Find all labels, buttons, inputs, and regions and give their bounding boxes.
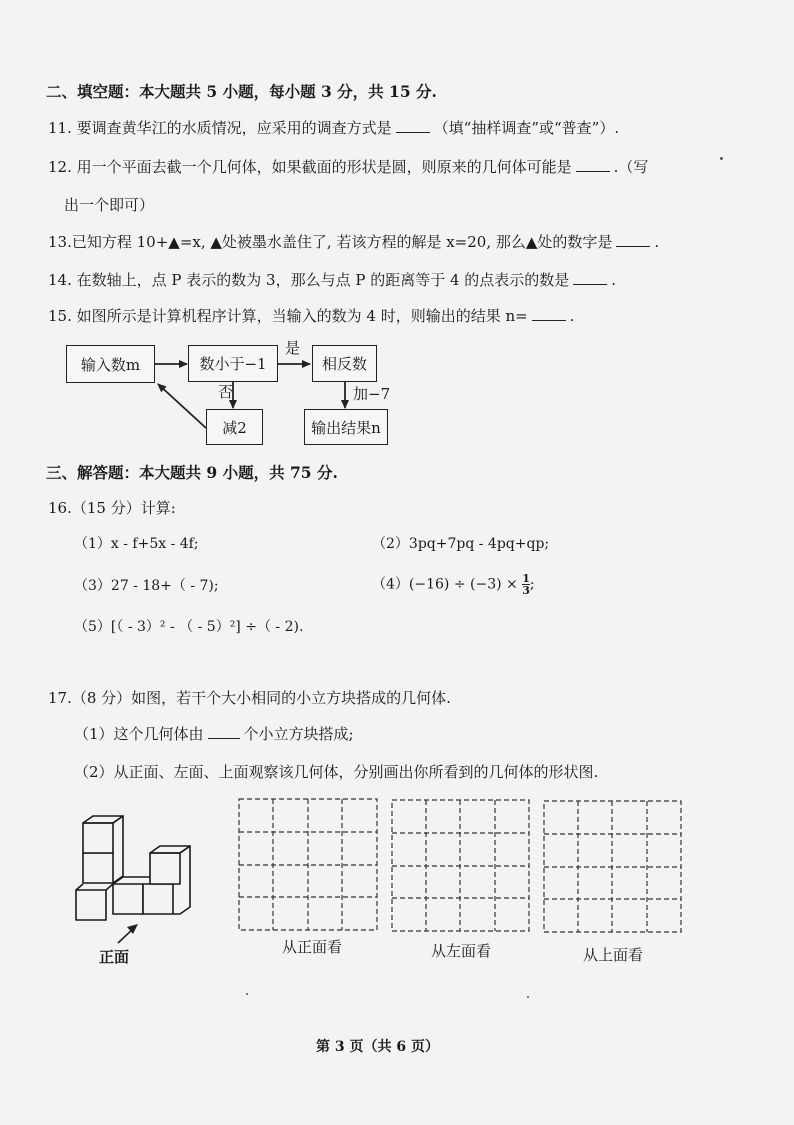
question-16-title: 16.（15 分）计算: <box>48 499 176 517</box>
front-label: 正面 <box>99 948 130 966</box>
section-2-heading: 二、填空题：本大题共 5 小题，每小题 3 分，共 15 分. <box>46 82 437 101</box>
scan-speck <box>720 157 723 160</box>
question-16-part4: （4）(−16) ÷ (−3) × $\frac{1}{3}$ ; <box>372 572 535 597</box>
flow-minus2-box: 减2 <box>206 409 263 445</box>
flow-condition-box: 数小于−1 <box>188 345 278 382</box>
fraction-one-third: $\frac{1}{3}$ <box>522 572 530 597</box>
section-3-heading: 三、解答题：本大题共 9 小题，共 75 分. <box>46 463 338 482</box>
question-16-part3: （3）27 - 18+（ - 7); <box>74 578 219 594</box>
question-16-part1: （1）x - f+5x - 4f; <box>74 536 199 552</box>
question-17-title: 17.（8 分）如图，若干个大小相同的小立方块搭成的几何体. <box>48 689 451 707</box>
flow-negate-box: 相反数 <box>312 345 377 382</box>
label-left-view: 从左面看 <box>430 942 491 960</box>
grid-left-view[interactable] <box>392 800 529 931</box>
label-front-view: 从正面看 <box>281 938 342 956</box>
grid-top-view[interactable] <box>544 801 681 932</box>
question-15: 15. 如图所示是计算机程序计算，当输入的数为 4 时，则输出的结果 n= . <box>48 307 575 325</box>
scan-speck <box>527 996 529 998</box>
flow-input-box: 输入数m <box>66 345 155 383</box>
question-14: 14. 在数轴上，点 P 表示的数为 3，那么与点 P 的距离等于 4 的点表示的数是 . <box>48 271 617 289</box>
question-16-part5: （5）[（ - 3）² - （ - 5）²] ÷（ - 2). <box>74 619 304 635</box>
question-13: 13.已知方程 10+▲=x, ▲处被墨水盖住了, 若该方程的解是 x=20, 那么▲处的数字是 . <box>48 233 660 251</box>
question-12: 12. 用一个平面去截一个几何体，如果截面的形状是圆，则原来的几何体可能是 .（写 <box>48 158 649 176</box>
scan-speck <box>246 993 248 995</box>
flow-add-label: 加−7 <box>353 385 391 403</box>
flow-output-box: 输出结果n <box>304 409 388 445</box>
question-16-part2: （2）3pq+7pq - 4pq+qp; <box>372 536 550 552</box>
question-12-line2: 出一个即可） <box>64 196 155 214</box>
question-11: 11. 要调查黄华江的水质情况，应采用的调查方式是 （填“抽样调查”或“普查”）. <box>48 119 620 137</box>
flow-no-label: 否 <box>218 383 234 401</box>
label-top-view: 从上面看 <box>582 946 643 964</box>
flow-yes-label: 是 <box>285 339 301 357</box>
question-17-part2: （2）从正面、左面、上面观察该几何体，分别画出你所看到的几何体的形状图. <box>74 763 599 781</box>
grid-front-view[interactable] <box>239 799 377 930</box>
question-17-part1: （1）这个几何体由 个小立方块搭成; <box>74 725 354 743</box>
page-footer: 第 3 页（共 6 页） <box>316 1039 439 1055</box>
